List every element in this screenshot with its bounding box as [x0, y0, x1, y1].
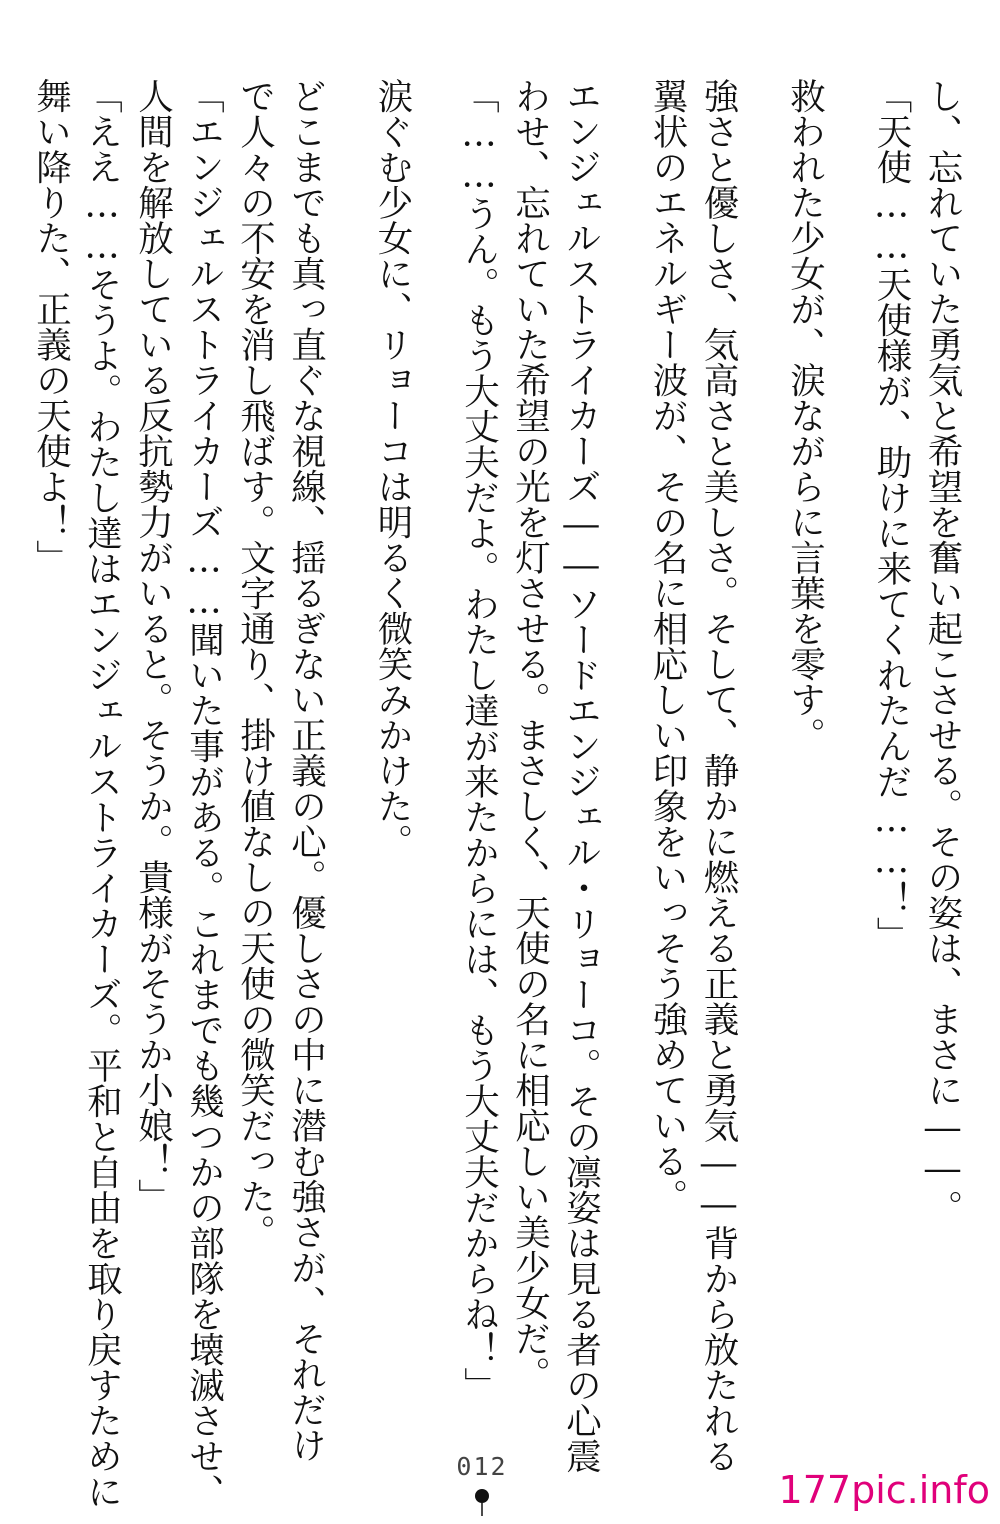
text-line: し、忘れていた勇気と希望を奮い起こさせる。その姿は、まさに――。 — [922, 78, 963, 1225]
text-line: 涙ぐむ少女に、リョーコは明るく微笑みかけた。 — [372, 78, 413, 859]
text-line: 翼状のエネルギー波が、その名に相応しい印象をいっそう強めている。 — [647, 78, 688, 1214]
text-line: エンジェルストライカーズ――ソードエンジェル・リョーコ。その凛姿は見る者の心震 — [560, 78, 602, 1474]
page-number: 012 — [456, 1452, 508, 1481]
text-line: 「……うん。もう大丈夫だよ。わたし達が来たからには、もう大丈夫だからね！」 — [458, 78, 500, 1403]
watermark: 177pic.info — [778, 1468, 990, 1512]
text-line: 「天使……天使様が、助けに来てくれたんだ……！」 — [871, 78, 912, 952]
text-line: 舞い降りた、正義の天使よ！」 — [30, 78, 72, 575]
text-line: 救われた少女が、涙ながらに言葉を零す。 — [784, 78, 826, 753]
text-line — [0, 78, 26, 1408]
text-line: 強さと優しさ、気高さと美しさ。そして、静かに燃える正義と勇気――背から放たれる — [698, 78, 739, 1474]
text-line: どこまでも真っ直ぐな視線、揺るぎない正義の心。優しさの中に潜む強さが、それだけ — [285, 78, 327, 1463]
page-marker-icon — [472, 1486, 492, 1516]
text-line: わせ、忘れていた希望の光を灯させる。まさしく、天使の名に相応しい美少女だ。 — [509, 78, 551, 1392]
text-line: 人間を解放している反抗勢力がいると。そうか。貴様がそうか小娘！」 — [132, 78, 174, 1214]
text-line: 「ええ……そうよ。わたし達はエンジェルストライカーズ。平和と自由を取り戻すために — [81, 78, 123, 1509]
text-line: で人々の不安を消し飛ばす。文字通り、掛け値なしの天使の微笑だった。 — [234, 78, 276, 1250]
text-line: 「エンジェルストライカーズ……聞いた事がある。これまでも幾つかの部隊を壊滅させ、 — [183, 78, 225, 1509]
